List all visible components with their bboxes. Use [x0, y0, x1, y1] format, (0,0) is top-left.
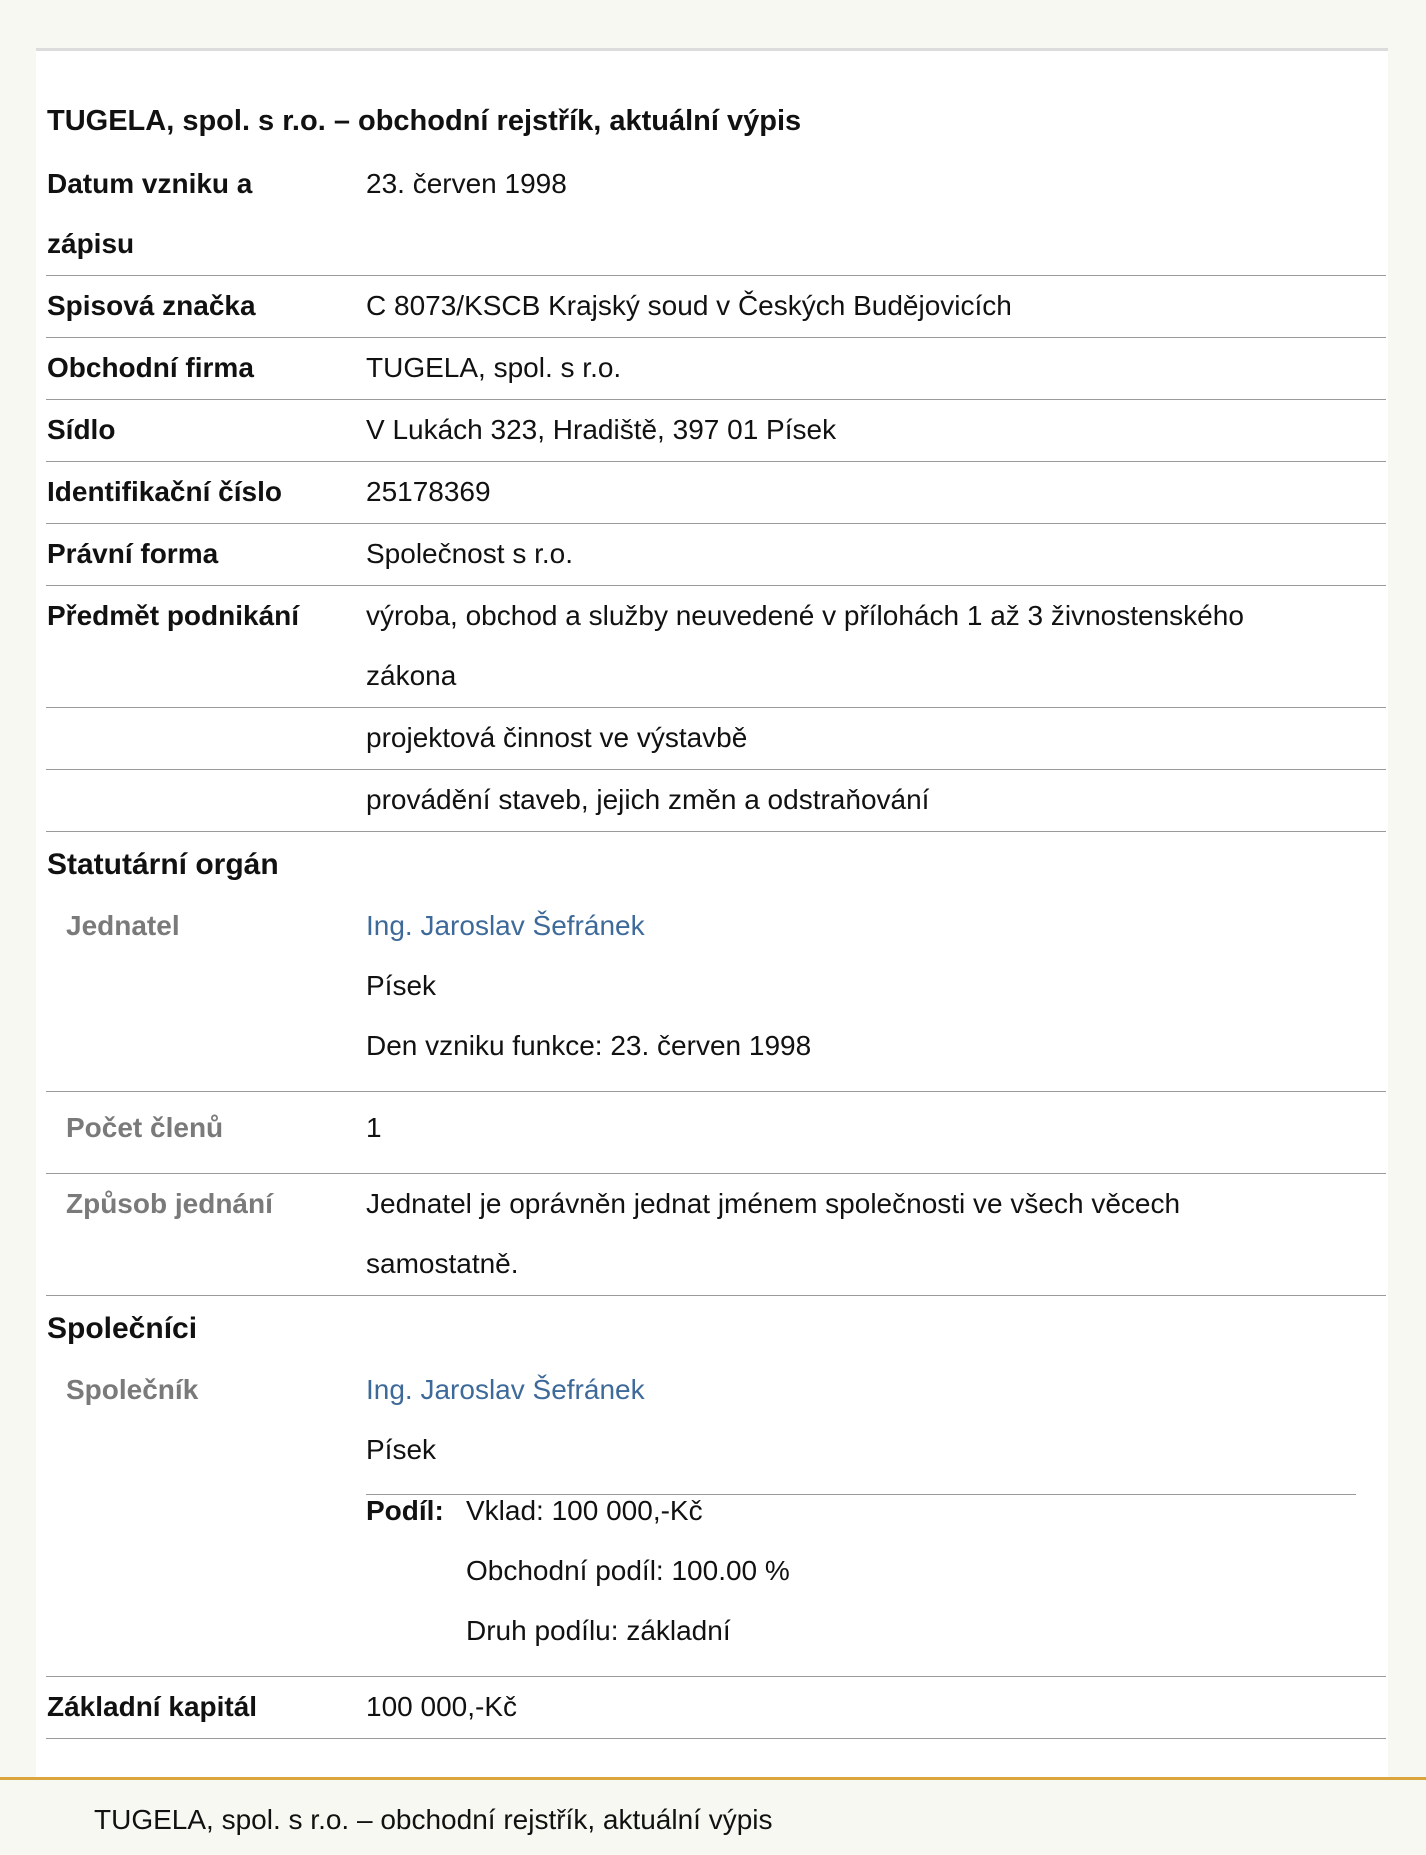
share-capital-label: Základní kapitál — [47, 1691, 258, 1722]
file-number-label: Spisová značka — [47, 290, 256, 321]
business-scope-item: výroba, obchod a služby neuvedené v přílohách 1 až 3 živnostenského — [366, 600, 1244, 631]
founding-date-label-line2: zápisu — [47, 228, 135, 259]
legal-form-value: Společnost s r.o. — [366, 538, 574, 569]
statutory-body-heading: Statutární orgán — [47, 848, 279, 881]
footer-title: TUGELA, spol. s r.o. – obchodní rejstřík, aktuální výpis — [94, 1804, 773, 1835]
divider — [46, 1173, 1386, 1174]
page-title: TUGELA, spol. s r.o. – obchodní rejstřík, aktuální výpis — [47, 105, 802, 137]
divider — [46, 1676, 1386, 1677]
business-scope-item: provádění staveb, jejich změn a odstraňování — [366, 784, 930, 815]
share-deposit: Vklad: 100 000,-Kč — [466, 1495, 703, 1526]
business-scope-item-continued: zákona — [366, 660, 457, 691]
id-number-label: Identifikační číslo — [47, 476, 282, 507]
executive-since: Den vzniku funkce: 23. červen 1998 — [366, 1030, 812, 1061]
founding-date-value: 23. červen 1998 — [366, 168, 567, 199]
divider — [46, 585, 1386, 586]
divider — [46, 1738, 1386, 1739]
business-scope-item: projektová činnost ve výstavbě — [366, 722, 748, 753]
seat-value: V Lukách 323, Hradiště, 397 01 Písek — [366, 414, 837, 445]
seat-label: Sídlo — [47, 414, 116, 445]
shareholder-city: Písek — [366, 1434, 437, 1465]
shareholder-label: Společník — [66, 1374, 199, 1405]
registry-extract-card — [36, 48, 1388, 1777]
share-type: Druh podílu: základní — [466, 1615, 731, 1646]
footer — [0, 1777, 1426, 1855]
acting-method-value: Jednatel je oprávněn jednat jménem společnosti ve všech věcech — [366, 1188, 1181, 1219]
share-ownership: Obchodní podíl: 100.00 % — [466, 1555, 790, 1586]
member-count-label: Počet členů — [66, 1112, 224, 1143]
executive-label: Jednatel — [66, 910, 180, 941]
id-number-value: 25178369 — [366, 476, 491, 507]
divider — [46, 1091, 1386, 1092]
divider — [46, 337, 1386, 338]
acting-method-value-continued: samostatně. — [366, 1248, 519, 1279]
divider — [46, 769, 1386, 770]
acting-method-label: Způsob jednání — [66, 1188, 273, 1219]
divider — [46, 461, 1386, 462]
member-count-value: 1 — [366, 1112, 382, 1143]
shareholders-heading: Společníci — [47, 1312, 198, 1345]
business-scope-label: Předmět podnikání — [47, 600, 300, 631]
legal-form-label: Právní forma — [47, 538, 219, 569]
divider — [46, 707, 1386, 708]
company-name-label: Obchodní firma — [47, 352, 254, 383]
divider — [46, 523, 1386, 524]
divider — [46, 831, 1386, 832]
divider — [46, 399, 1386, 400]
share-capital-value: 100 000,-Kč — [366, 1691, 517, 1722]
executive-city: Písek — [366, 970, 437, 1001]
shareholder-name-link[interactable]: Ing. Jaroslav Šefránek — [366, 1374, 645, 1405]
executive-name-link[interactable]: Ing. Jaroslav Šefránek — [366, 910, 645, 941]
divider — [46, 1295, 1386, 1296]
file-number-value: C 8073/KSCB Krajský soud v Českých Budějovicích — [366, 290, 1012, 321]
divider — [46, 275, 1386, 276]
founding-date-label-line1: Datum vzniku a — [47, 168, 253, 199]
share-label: Podíl: — [366, 1495, 444, 1526]
company-name-value: TUGELA, spol. s r.o. — [366, 352, 622, 383]
